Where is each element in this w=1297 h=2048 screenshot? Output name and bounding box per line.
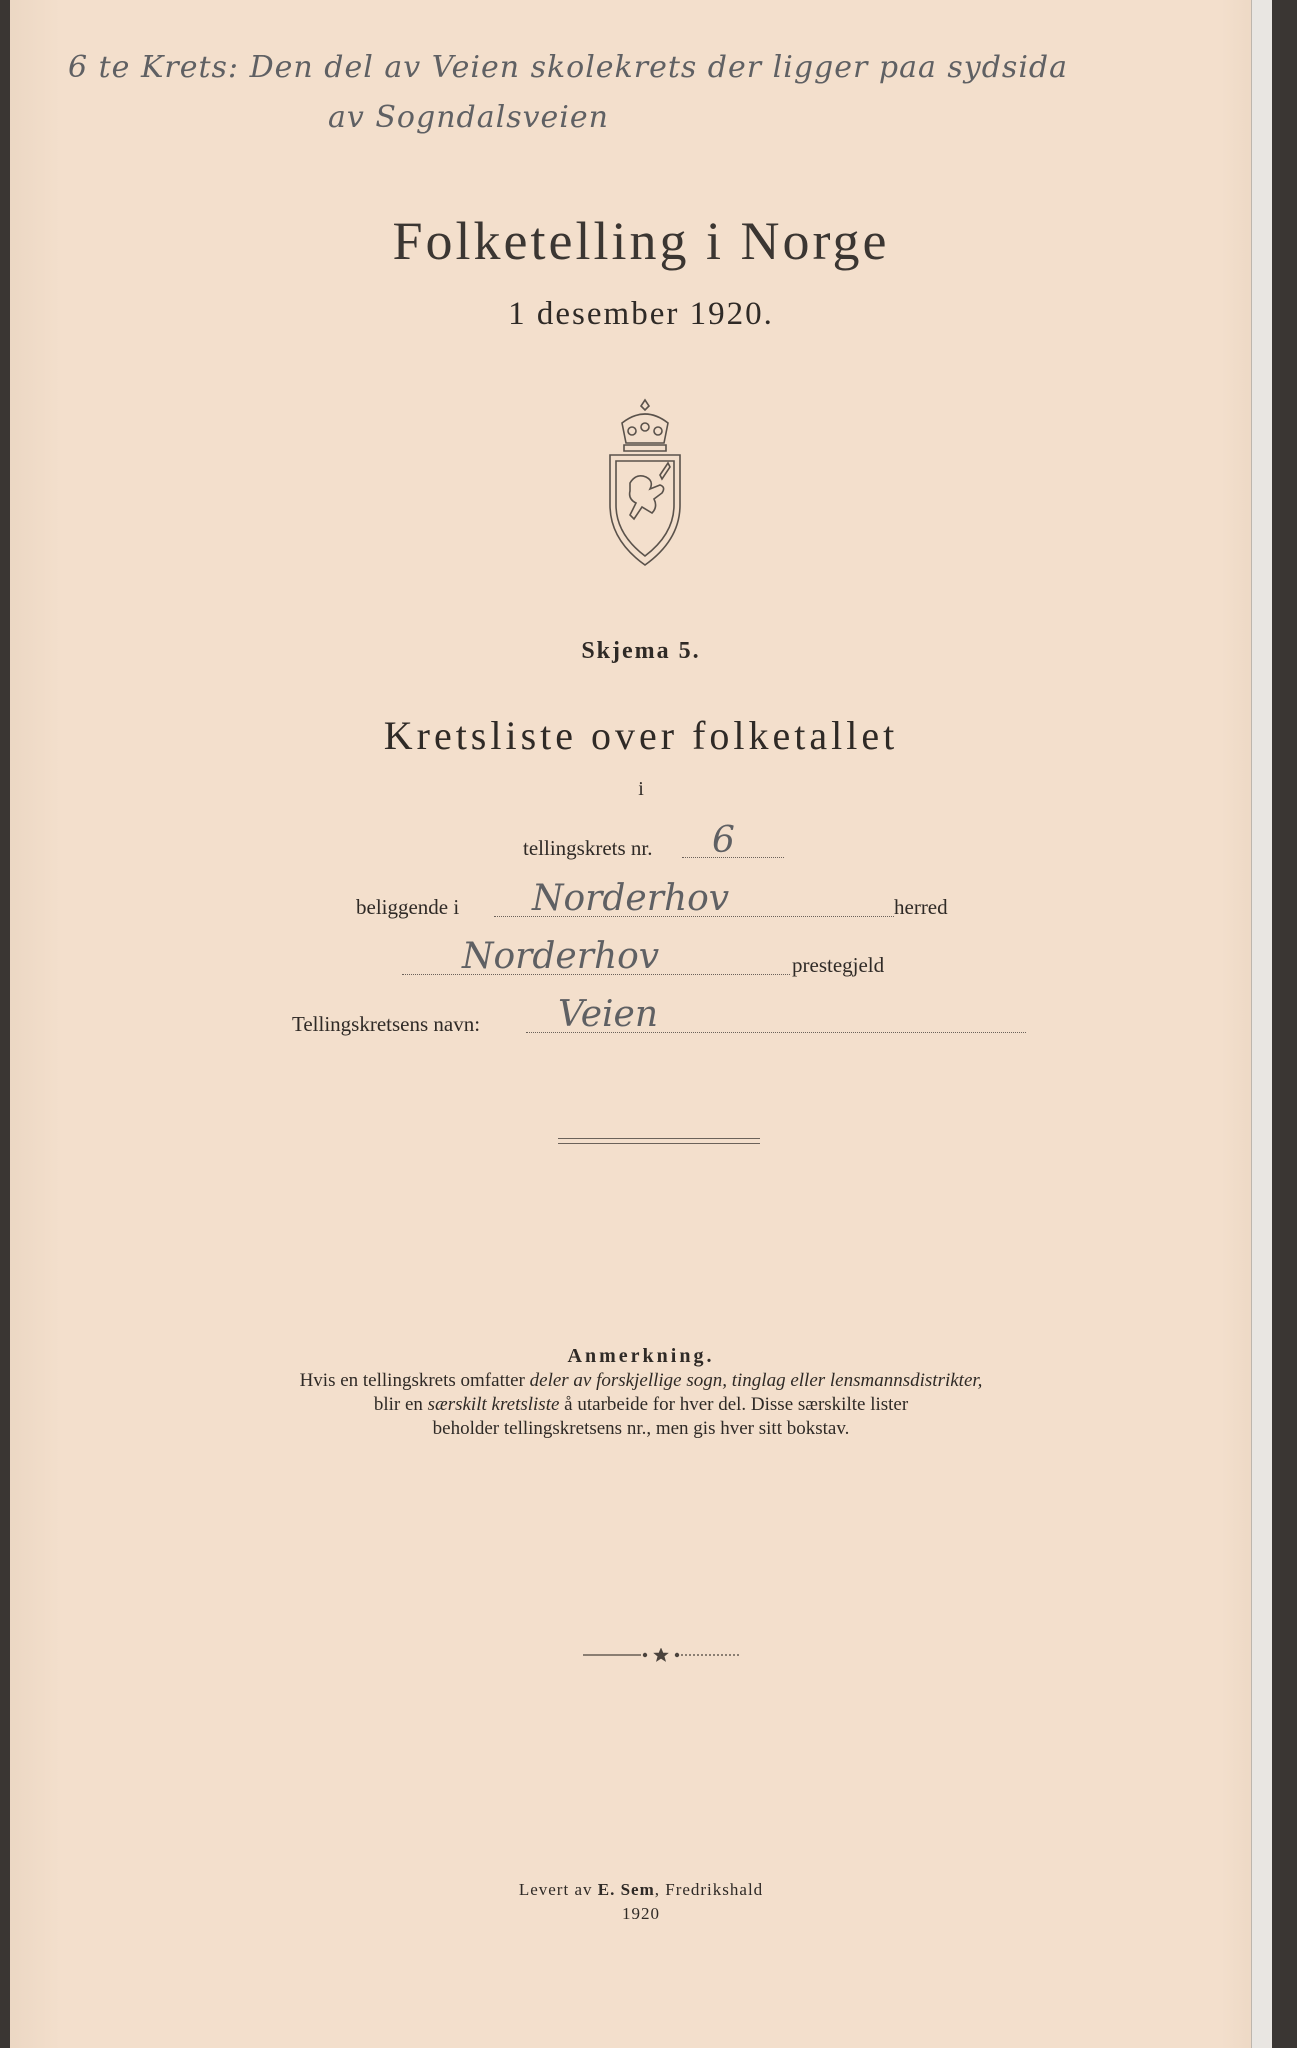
page-title: Folketelling i Norge	[392, 211, 890, 271]
parish-suffix: prestegjeld	[792, 953, 885, 977]
district-number-label: tellingskrets nr.	[523, 836, 653, 860]
census-date: 1 desember 1920.	[508, 296, 774, 332]
remark-heading: Anmerkning.	[567, 1345, 715, 1367]
municipality-label: beliggende i	[356, 895, 460, 919]
printer-credit: Levert av E. Sem, Fredrikshald	[518, 1880, 764, 1899]
municipality-suffix: herred	[894, 895, 948, 919]
form-title-connector: i	[638, 778, 644, 800]
district-name-label: Tellingskretsens navn:	[292, 1012, 481, 1036]
district-name-value: Veien	[558, 994, 659, 1035]
divider-line	[558, 1143, 760, 1144]
divider-line	[558, 1138, 760, 1139]
form-title: Kretsliste over folketallet	[383, 713, 899, 758]
district-number-value: 6	[712, 820, 735, 861]
parish-value: Norderhov	[462, 936, 660, 977]
ornament-icon	[583, 1648, 739, 1662]
handwritten-note-line-2: av Sogndalsveien	[328, 100, 609, 135]
schema-number: Skjema 5.	[581, 638, 701, 664]
remark-text: Hvis en tellingskrets omfatter deler av forskjellige sogn, tinglag eller lensmannsdistrikter, blir en særskilt kretsliste å utarbeide for hver del. Disse særskilte lister beholder tellingskretsens nr., men gis hver sitt bokstav.	[299, 1370, 983, 1439]
printer-year: 1920	[622, 1904, 660, 1923]
coat-of-arms-icon	[600, 395, 690, 570]
municipality-value: Norderhov	[532, 878, 730, 919]
census-form-page	[10, 0, 1272, 2048]
handwritten-note-line-1: 6 te Krets: Den del av Veien skolekrets der ligger paa sydsida	[68, 50, 1069, 85]
